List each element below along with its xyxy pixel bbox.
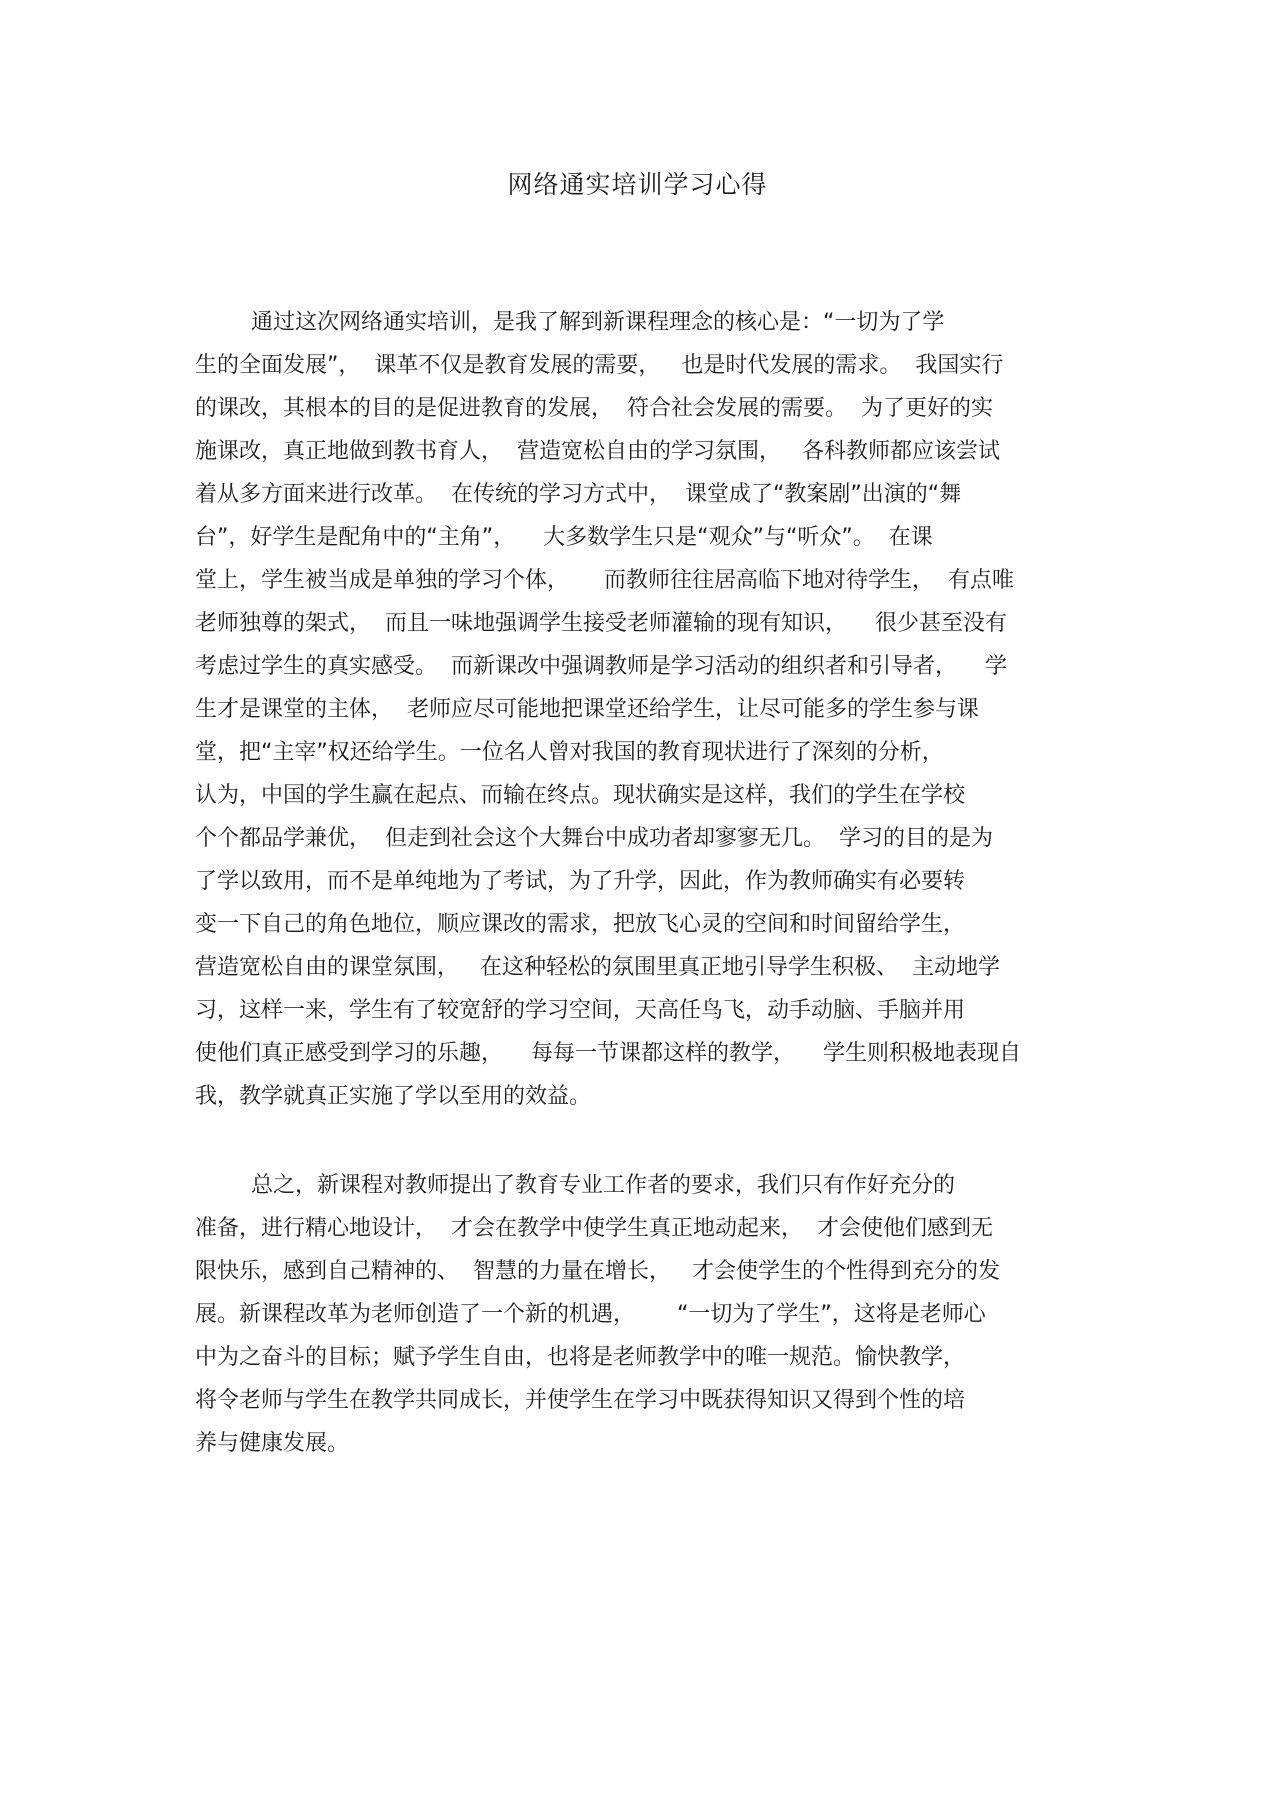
text-line: 考虑过学生的真实感受。 而新课改中强调教师是学习活动的组织者和引导者， 学 [195,654,1007,679]
text-line: 生才是课堂的主体， 老师应尽可能地把课堂还给学生，让尽可能多的学生参与课 [195,697,979,722]
text-line: 中为之奋斗的目标；赋予学生自由，也将是老师教学中的唯一规范。愉快教学， [195,1345,966,1370]
text-line: 限快乐，感到自己精神的、 智慧的力量在增长， 才会使学生的个性得到充分的发 [195,1259,1000,1284]
text-line: 个个都品学兼优， 但走到社会这个大舞台中成功者却寥寥无几。 学习的目的是为 [195,826,993,851]
text-line: 习，这样一来，学生有了较宽舒的学习空间，天高任鸟飞，动手动脑、手脑并用 [195,998,966,1023]
text-line: 营造宽松自由的课堂氛围， 在这种轻松的氛围里真正地引导学生积极、 主动地学 [195,955,1000,980]
text-line: 堂上，学生被当成是单独的学习个体， 而教师往往居高临下地对待学生， 有点唯 [195,568,1014,593]
text-line: 堂，把“主宰”权还给学生。一位名人曾对我国的教育现状进行了深刻的分析， [195,740,944,765]
text-line: 将令老师与学生在教学共同成长，并使学生在学习中既获得知识又得到个性的培 [195,1388,966,1413]
text-line: 认为，中国的学生赢在起点、而输在终点。现状确实是这样，我们的学生在学校 [195,783,966,808]
text-line: 使他们真正感受到学习的乐趣， 每每一节课都这样的教学， 学生则积极地表现自 [195,1041,1021,1066]
text-line: 变一下自己的角色地位，顺应课改的需求，把放飞心灵的空间和时间留给学生， [195,912,966,937]
text-line: 养与健康发展。 [195,1431,350,1456]
text-line: 展。新课程改革为老师创造了一个新的机遇， “一切为了学生”，这将是老师心 [195,1302,986,1327]
text-line: 了学以致用，而不是单纯地为了考试，为了升学，因此，作为教师确实有必要转 [195,869,966,894]
document-title: 网络通实培训学习心得 [507,170,768,199]
text-line: 准备，进行精心地设计， 才会在教学中使学生真正地动起来， 才会使他们感到无 [195,1216,993,1241]
text-line: 生的全面发展”， 课革不仅是教育发展的需要， 也是时代发展的需求。 我国实行 [195,353,1004,378]
paragraph-2 [195,1164,1095,1465]
text-line: 着从多方面来进行改革。 在传统的学习方式中， 课堂成了“教案剧”出演的“舞 [195,482,962,507]
text-line: 我，教学就真正实施了学以至用的效益。 [195,1084,592,1109]
text-line: 台”，好学生是配角中的“主角”， 大多数学生只是“观众”与“听众”。 在课 [195,525,933,550]
text-line: 总之，新课程对教师提出了教育专业工作者的要求，我们只有作好充分的 [195,1173,955,1198]
paragraph-1 [195,301,1095,1118]
text-line: 的课改，其根本的目的是促进教育的发展， 符合社会发展的需要。 为了更好的实 [195,396,993,421]
text-line: 通过这次网络通实培训，是我了解到新课程理念的核心是：“一切为了学 [195,310,945,335]
text-line: 施课改，真正地做到教书育人， 营造宽松自由的学习氛围， 各科教师都应该尝试 [195,439,1000,464]
text-line: 老师独尊的架式， 而且一味地强调学生接受老师灌输的现有知识， 很少甚至没有 [195,611,1007,636]
